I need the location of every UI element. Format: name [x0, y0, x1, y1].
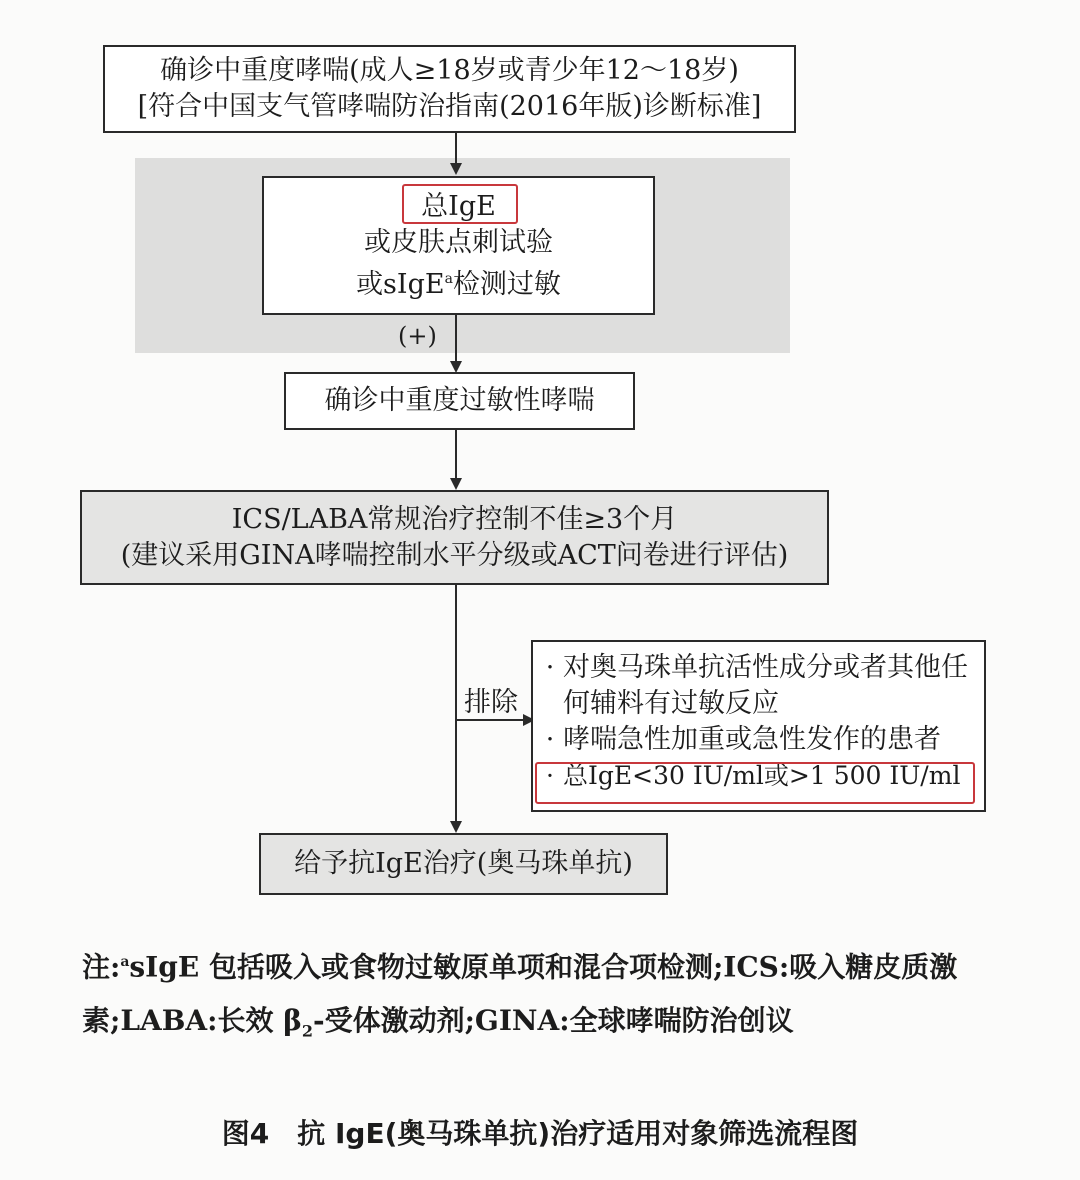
diagnosis-line2: [符合中国支气管哮喘防治指南(2016年版)诊断标准]	[137, 91, 762, 122]
bullet: ·	[545, 724, 555, 755]
footnote	[82, 935, 982, 1059]
allergic-asthma-text: 确诊中重度过敏性哮喘	[324, 385, 595, 416]
allergy-test-line1: 总IgE	[421, 190, 496, 222]
exclusion-text-2: 哮喘急性加重或急性发作的患者	[563, 724, 941, 755]
exclusion-item-1	[537, 650, 974, 722]
note-text-2: -受体激动剂;GINA:全球哮喘防治创议	[312, 1004, 794, 1038]
exclude-branch-line	[455, 719, 525, 721]
connector-2	[455, 315, 457, 365]
poor-control-line2: (建议采用GINA哮喘控制水平分级或ACT问卷进行评估)	[120, 539, 789, 571]
bullet: ·	[546, 761, 554, 790]
diagnosis-line1: 确诊中重度哮喘(成人≥18岁或青少年12～18岁)	[160, 55, 739, 86]
exclude-label: 排除	[462, 680, 520, 719]
positive-label: (+)	[398, 322, 437, 350]
sige-text: 或sIgE	[356, 268, 445, 300]
note-text-1: sIgE 包括吸入或食物过敏原单项和混合项检测;ICS:吸入糖皮质激素;LABA:长效 β	[82, 950, 958, 1038]
exclusion-text-3: 总IgE<30 IU/ml或>1 500 IU/ml	[563, 761, 961, 790]
allergy-test-line3	[356, 261, 561, 303]
allergy-detect-text: 检测过敏	[452, 268, 561, 300]
arrow-4	[450, 821, 462, 833]
arrow-3	[450, 478, 462, 490]
note-subscript: 2	[301, 1021, 313, 1041]
note-marker: a	[120, 954, 130, 970]
poor-control-box	[80, 490, 829, 585]
total-ige-highlight	[402, 184, 518, 224]
bullet: ·	[545, 652, 555, 683]
exclusion-text-1: 对奥马珠单抗活性成分或者其他任何辅料有过敏反应	[563, 652, 968, 719]
treatment-text: 给予抗IgE治疗(奥马珠单抗)	[294, 848, 633, 879]
treatment-box	[259, 833, 668, 895]
arrow-1	[450, 163, 462, 175]
figure-caption: 图4 抗 IgE(奥马珠单抗)治疗适用对象筛选流程图	[221, 1117, 859, 1150]
ige-range-highlight	[535, 762, 975, 804]
exclusion-item-2	[537, 722, 941, 758]
diagnosis-box	[103, 45, 796, 133]
connector-1	[455, 133, 457, 165]
footnote-marker: a	[444, 270, 453, 287]
allergic-asthma-box	[284, 372, 635, 430]
allergy-test-line2: 或皮肤点刺试验	[364, 226, 553, 258]
poor-control-line1: ICS/LABA常规治疗控制不佳≥3个月	[231, 503, 678, 535]
connector-3	[455, 430, 457, 480]
note-prefix: 注:	[82, 950, 121, 984]
connector-4	[455, 585, 457, 823]
